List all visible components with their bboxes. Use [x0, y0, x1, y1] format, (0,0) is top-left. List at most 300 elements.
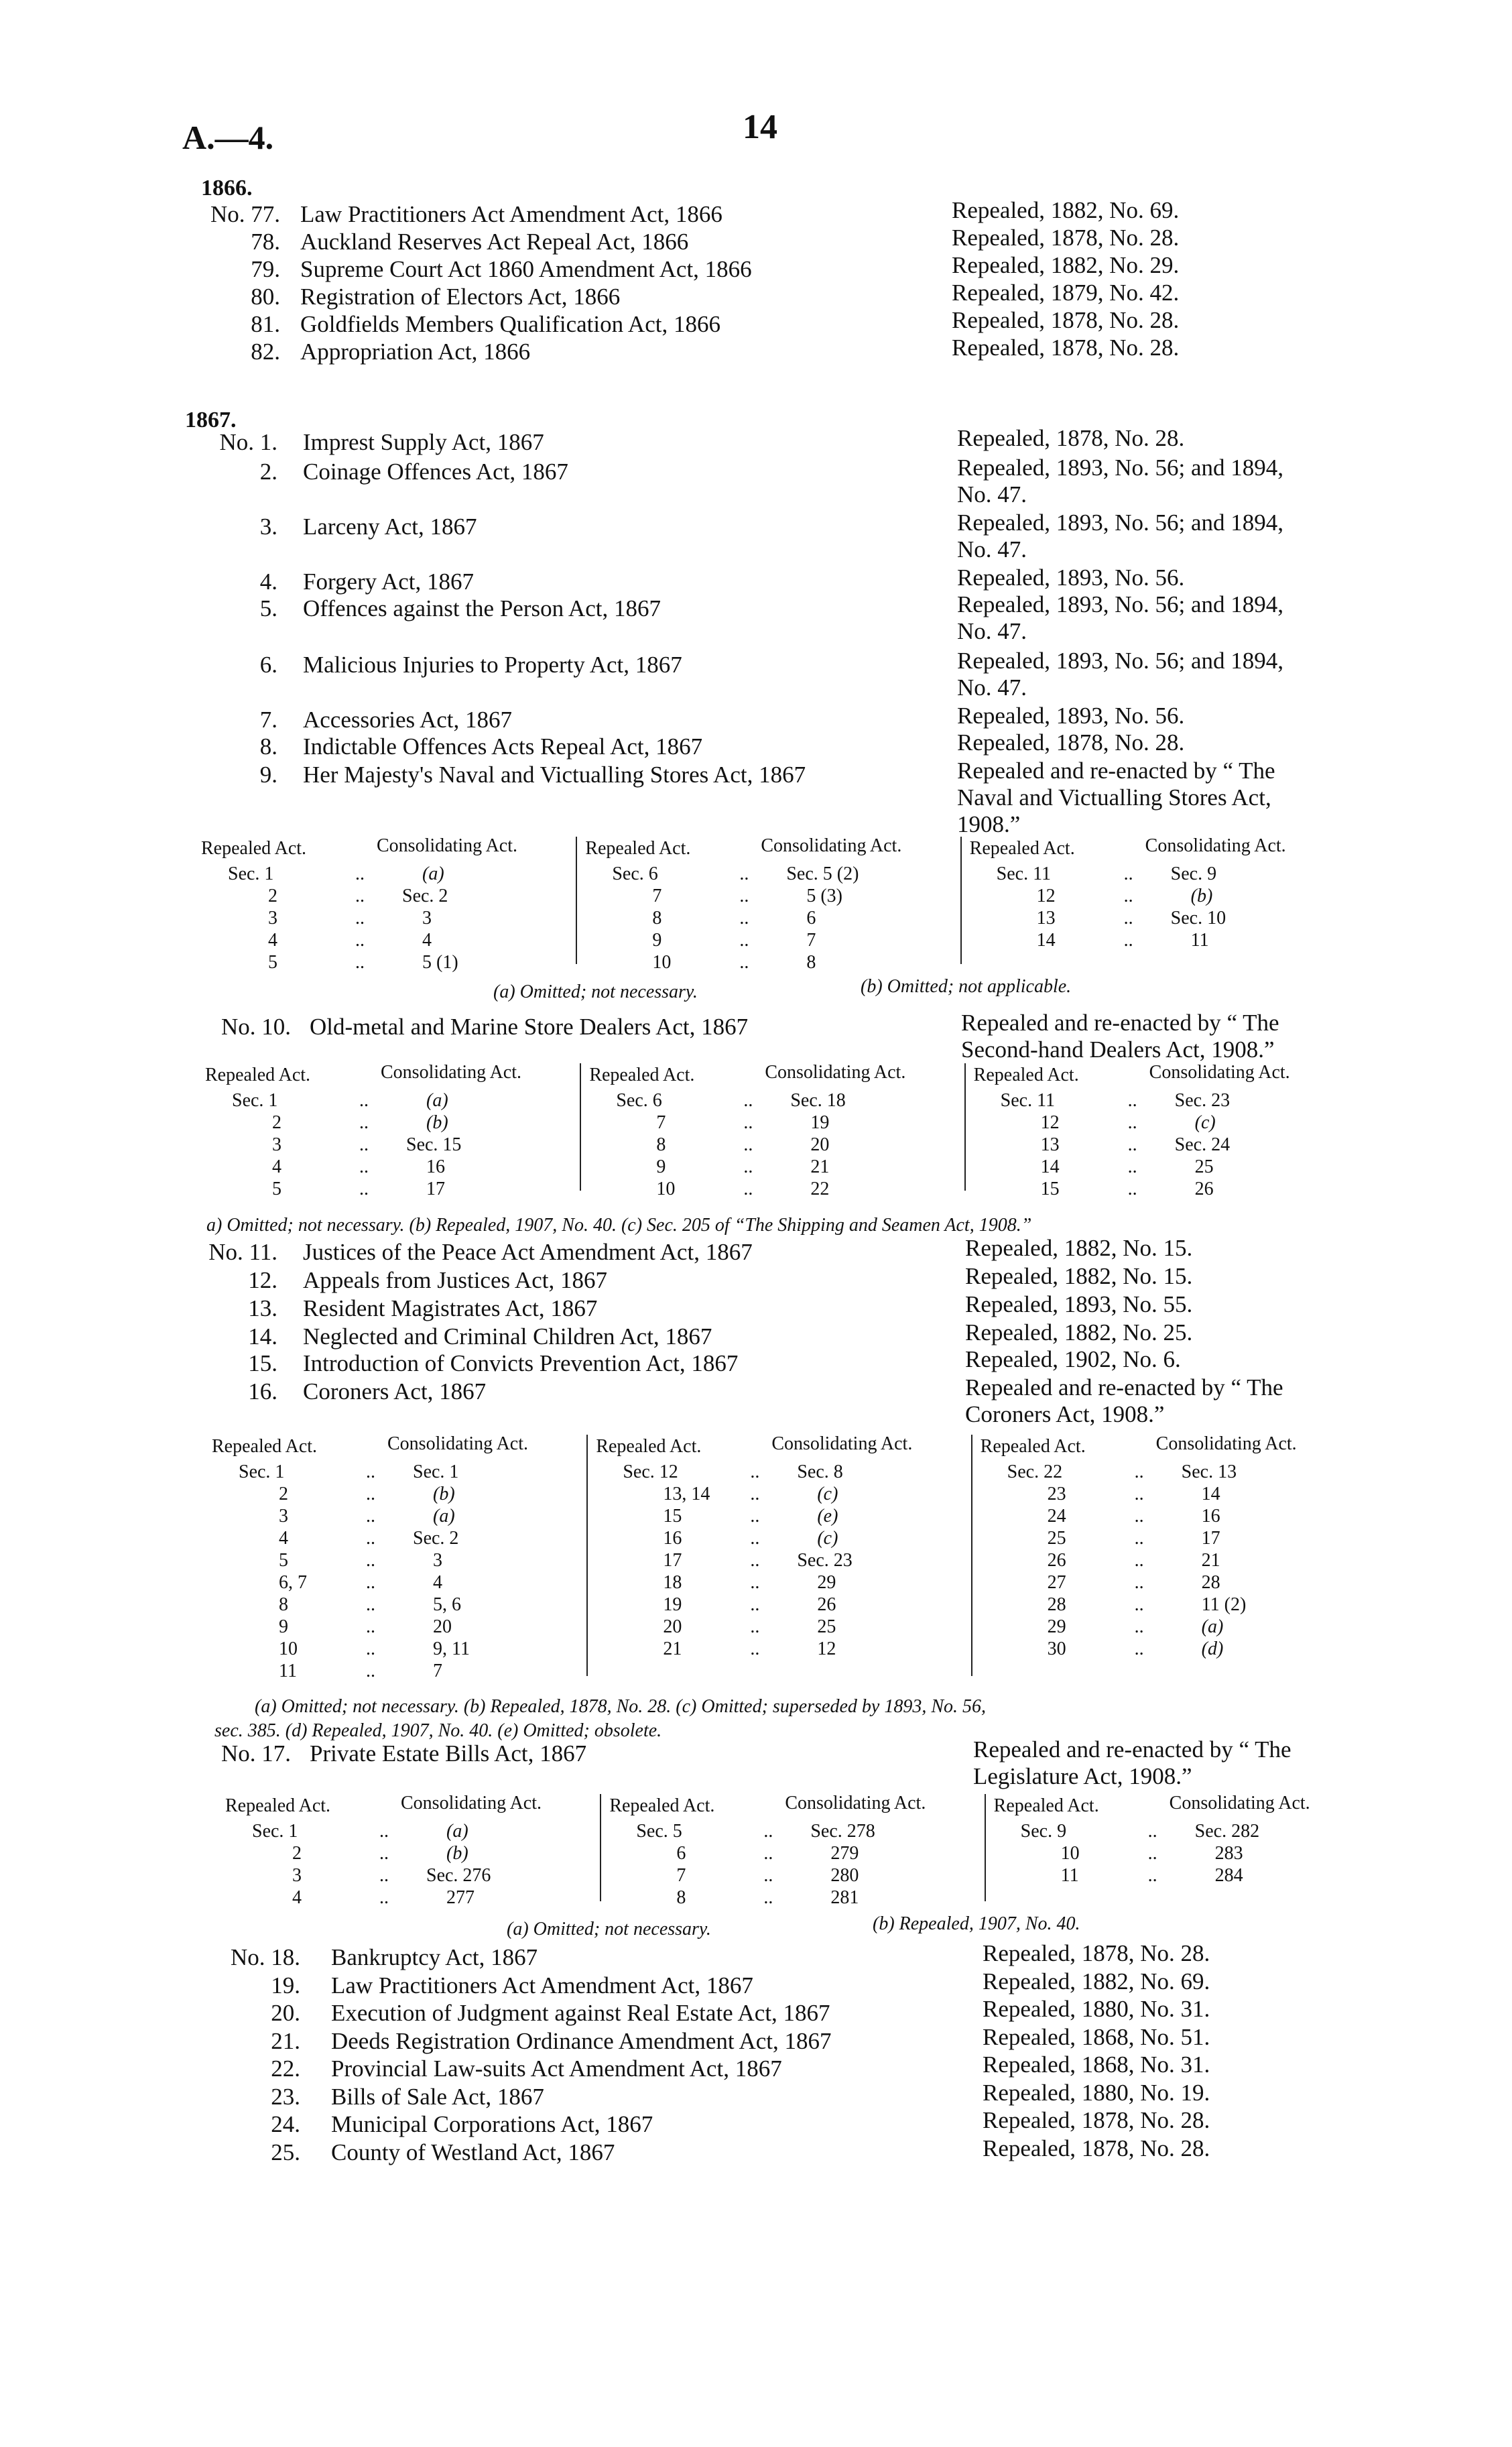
leader-dots: .. [1134, 1528, 1144, 1549]
column-header-repealed: Repealed Act. [205, 1065, 311, 1085]
leader-dots: .. [739, 886, 749, 906]
act-title: Private Estate Bills Act, 1867 [310, 1740, 587, 1767]
repealed-section: 15 [663, 1506, 682, 1527]
act-number: No. 11. [208, 1239, 277, 1265]
repealed-section: Sec. 1 [239, 1461, 285, 1482]
act-entry [0, 1235, 1512, 1270]
act-number: No. 18. [230, 1944, 300, 1970]
consolidating-section: 4 [422, 930, 432, 951]
leader-dots: .. [763, 1843, 773, 1864]
act-number: 15. [248, 1350, 277, 1376]
leader-dots: .. [366, 1528, 375, 1549]
consolidating-section: (a) [433, 1506, 455, 1527]
act-number: 79. [251, 256, 280, 282]
leader-dots: .. [366, 1572, 375, 1593]
act-status: Repealed, 1878, No. 28. [952, 225, 1180, 251]
repealed-section: 5 [279, 1550, 288, 1571]
repealed-section: 8 [652, 908, 662, 929]
leader-dots: .. [739, 952, 749, 973]
table-note: (b) Omitted; not applicable. [861, 976, 1072, 997]
act-entry [0, 335, 1512, 369]
act-title: Resident Magistrates Act, 1867 [303, 1295, 598, 1321]
consolidating-section: (b) [433, 1484, 455, 1504]
leader-dots: .. [750, 1461, 760, 1482]
act-number: No. 17. [220, 1740, 291, 1767]
act-entry [0, 1968, 1512, 2003]
consolidating-section: 21 [810, 1156, 830, 1177]
consolidating-section: Sec. 24 [1174, 1134, 1231, 1155]
repealed-section: 23 [1047, 1484, 1066, 1504]
leader-dots: .. [1134, 1638, 1144, 1659]
consolidating-section: (b) [426, 1112, 448, 1133]
section-table-act-16 [212, 1433, 1365, 1689]
leader-dots: .. [366, 1506, 375, 1527]
act-status: Repealed, 1893, No. 56; and 1894, No. 47. [957, 455, 1283, 508]
leader-dots: .. [366, 1638, 375, 1659]
repealed-section: 9 [656, 1156, 666, 1177]
act-title: Offences against the Person Act, 1867 [303, 595, 661, 621]
leader-dots: .. [379, 1865, 389, 1886]
consolidating-section: 280 [830, 1865, 859, 1886]
leader-dots: .. [359, 1134, 369, 1155]
consolidating-section: (c) [1194, 1112, 1216, 1133]
act-entry [0, 591, 1512, 644]
consolidating-section: 8 [806, 952, 816, 973]
consolidating-section: Sec. 23 [797, 1550, 853, 1571]
repealed-section: 13, 14 [663, 1484, 710, 1504]
consolidating-section: 21 [1201, 1550, 1220, 1571]
act-number: 3. [259, 514, 277, 540]
leader-dots: .. [1127, 1112, 1137, 1133]
act-title: Neglected and Criminal Children Act, 1867 [303, 1323, 712, 1350]
leader-dots: .. [750, 1572, 760, 1593]
consolidating-section: Sec. 10 [1170, 908, 1226, 929]
act-title: Auckland Reserves Act Repeal Act, 1866 [300, 229, 689, 255]
leader-dots: .. [743, 1156, 753, 1177]
repealed-section: Sec. 6 [612, 863, 658, 884]
leader-dots: .. [1134, 1594, 1144, 1615]
repealed-section: 20 [663, 1616, 682, 1637]
repealed-section: 13 [1036, 908, 1056, 929]
repealed-section: 7 [656, 1112, 666, 1133]
consolidating-section: Sec. 9 [1170, 863, 1217, 884]
act-title: Appeals from Justices Act, 1867 [303, 1267, 607, 1293]
column-header-repealed: Repealed Act. [969, 838, 1075, 859]
leader-dots: .. [1123, 930, 1133, 951]
consolidating-section: 3 [422, 908, 432, 929]
act-entry [0, 1263, 1512, 1298]
year-heading-1867: 1867. [185, 408, 237, 432]
consolidating-section: 26 [817, 1594, 836, 1615]
leader-dots: .. [366, 1661, 375, 1681]
leader-dots: .. [355, 952, 365, 973]
leader-dots: .. [379, 1843, 389, 1864]
repealed-section: 5 [272, 1179, 281, 1199]
column-header-consolidating: Consolidating Act. [1169, 1793, 1310, 1813]
act-title: Imprest Supply Act, 1867 [303, 429, 544, 455]
repealed-section: 11 [279, 1661, 297, 1681]
leader-dots: .. [359, 1112, 369, 1133]
act-entry [0, 1736, 1512, 1789]
column-header-repealed: Repealed Act. [585, 838, 691, 859]
act-title: County of Westland Act, 1867 [331, 2139, 615, 2165]
act-status: Repealed, 1893, No. 56; and 1894, No. 47. [957, 591, 1283, 644]
repealed-section: 10 [1060, 1843, 1080, 1864]
column-header-consolidating: Consolidating Act. [765, 1062, 906, 1083]
repealed-section: 30 [1047, 1638, 1066, 1659]
consolidating-section: (b) [446, 1843, 468, 1864]
act-status: Repealed, 1878, No. 28. [952, 307, 1180, 333]
repealed-section: 7 [676, 1865, 686, 1886]
act-status: Repealed, 1893, No. 56; and 1894, No. 47. [957, 648, 1283, 701]
act-title: Execution of Judgment against Real Estate Act, 1867 [331, 2000, 830, 2026]
act-entry [0, 729, 1512, 764]
leader-dots: .. [763, 1865, 773, 1886]
leader-dots: .. [359, 1090, 369, 1111]
act-title: Bills of Sale Act, 1867 [331, 2083, 544, 2110]
act-status: Repealed, 1878, No. 28. [983, 1940, 1210, 1966]
consolidating-section: Sec. 5 (2) [786, 863, 859, 884]
leader-dots: .. [366, 1461, 375, 1482]
repealed-section: 9 [279, 1616, 288, 1637]
page-number: 14 [743, 108, 777, 146]
leader-dots: .. [379, 1821, 389, 1842]
act-title: Larceny Act, 1867 [303, 514, 477, 540]
leader-dots: .. [366, 1616, 375, 1637]
act-title: Appropriation Act, 1866 [300, 339, 531, 365]
act-status: Repealed, 1882, No. 25. [965, 1319, 1193, 1346]
act-status: Repealed, 1879, No. 42. [952, 280, 1180, 306]
column-header-repealed: Repealed Act. [980, 1436, 1086, 1457]
act-entry [0, 455, 1512, 508]
act-number: 12. [248, 1267, 277, 1293]
act-entry [0, 2051, 1512, 2086]
act-title: Forgery Act, 1867 [303, 569, 475, 595]
leader-dots: .. [1127, 1179, 1137, 1199]
act-entry [0, 2107, 1512, 2142]
repealed-section: 6, 7 [279, 1572, 307, 1593]
act-title: Deeds Registration Ordinance Amendment Act, 1867 [331, 2027, 832, 2054]
repealed-section: Sec. 9 [1020, 1821, 1067, 1842]
act-title: Bankruptcy Act, 1867 [331, 1944, 538, 1970]
act-entry [0, 648, 1512, 701]
repealed-section: 10 [656, 1179, 676, 1199]
consolidating-section: 11 (2) [1201, 1594, 1247, 1615]
column-header-repealed: Repealed Act. [973, 1065, 1079, 1085]
leader-dots: .. [750, 1616, 760, 1637]
column-header-consolidating: Consolidating Act. [785, 1793, 926, 1813]
column-header-repealed: Repealed Act. [201, 838, 307, 859]
consolidating-section: 29 [817, 1572, 836, 1593]
act-title: Goldfields Members Qualification Act, 1866 [300, 311, 720, 337]
act-entry [0, 252, 1512, 287]
act-title: Justices of the Peace Act Amendment Act, 1867 [303, 1239, 753, 1265]
leader-dots: .. [1134, 1461, 1144, 1482]
consolidating-section: Sec. 1 [413, 1461, 459, 1482]
act-title: Old-metal and Marine Store Dealers Act, 1867 [310, 1014, 749, 1040]
act-number: 25. [271, 2139, 300, 2165]
repealed-section: 4 [292, 1887, 302, 1908]
consolidating-section: 14 [1201, 1484, 1220, 1504]
act-entry [0, 2135, 1512, 2170]
consolidating-section: 6 [806, 908, 816, 929]
repealed-section: 4 [279, 1528, 288, 1549]
consolidating-section: Sec. 282 [1194, 1821, 1260, 1842]
act-entry [0, 2079, 1512, 2114]
column-header-consolidating: Consolidating Act. [401, 1793, 542, 1813]
repealed-section: 4 [272, 1156, 281, 1177]
consolidating-section: (c) [817, 1528, 838, 1549]
leader-dots: .. [750, 1638, 760, 1659]
act-status: Repealed and re-enacted by “ The Naval and Victualling Stores Act, 1908.” [957, 758, 1275, 837]
act-status: Repealed and re-enacted by “ The Legislature Act, 1908.” [973, 1736, 1292, 1789]
act-entry [0, 225, 1512, 259]
table-note: (b) Repealed, 1907, No. 40. [873, 1913, 1080, 1934]
consolidating-section: (a) [1201, 1616, 1224, 1637]
leader-dots: .. [1127, 1090, 1137, 1111]
repealed-section: Sec. 6 [616, 1090, 662, 1111]
act-number: No. 10. [220, 1014, 291, 1040]
leader-dots: .. [379, 1887, 389, 1908]
act-number: 80. [251, 284, 280, 310]
act-status: Repealed, 1868, No. 31. [983, 2051, 1210, 2078]
consolidating-section: 5 (3) [806, 886, 842, 906]
act-number: 6. [259, 652, 277, 678]
consolidating-section: Sec. 276 [426, 1865, 491, 1886]
consolidating-section: Sec. 8 [797, 1461, 843, 1482]
repealed-section: Sec. 1 [252, 1821, 298, 1842]
consolidating-section: 16 [1201, 1506, 1220, 1527]
repealed-section: 3 [279, 1506, 288, 1527]
repealed-section: 3 [292, 1865, 302, 1886]
act-number: 20. [271, 2000, 300, 2026]
consolidating-section: 3 [433, 1550, 442, 1571]
leader-dots: .. [743, 1134, 753, 1155]
repealed-section: 17 [663, 1550, 682, 1571]
repealed-section: 26 [1047, 1550, 1066, 1571]
leader-dots: .. [366, 1594, 375, 1615]
section-table-act-9 [201, 835, 1354, 977]
column-divider [964, 1063, 966, 1191]
act-status: Repealed, 1880, No. 31. [983, 1996, 1210, 2022]
repealed-section: 8 [656, 1134, 666, 1155]
repealed-section: 21 [663, 1638, 682, 1659]
repealed-section: 12 [1040, 1112, 1060, 1133]
column-divider [586, 1435, 588, 1676]
column-header-consolidating: Consolidating Act. [1155, 1433, 1297, 1454]
consolidating-section: Sec. 2 [402, 886, 448, 906]
leader-dots: .. [1134, 1550, 1144, 1571]
leader-dots: .. [1123, 886, 1133, 906]
act-title: Introduction of Convicts Prevention Act, 1867 [303, 1350, 739, 1376]
repealed-section: 10 [652, 952, 672, 973]
table-note: (a) Omitted; not necessary. [493, 981, 698, 1002]
leader-dots: .. [1134, 1572, 1144, 1593]
leader-dots: .. [359, 1179, 369, 1199]
act-number: 21. [271, 2027, 300, 2054]
consolidating-section: Sec. 13 [1181, 1461, 1237, 1482]
leader-dots: .. [739, 930, 749, 951]
repealed-section: 9 [652, 930, 662, 951]
leader-dots: .. [1147, 1821, 1157, 1842]
act-entry [0, 510, 1512, 562]
column-header-consolidating: Consolidating Act. [377, 835, 517, 856]
repealed-section: Sec. 5 [636, 1821, 682, 1842]
repealed-section: 13 [1040, 1134, 1060, 1155]
repealed-section: Sec. 11 [996, 863, 1052, 884]
leader-dots: .. [1147, 1843, 1157, 1864]
leader-dots: .. [366, 1484, 375, 1504]
column-header-consolidating: Consolidating Act. [771, 1433, 913, 1454]
consolidating-section: (a) [446, 1821, 468, 1842]
repealed-section: 14 [1040, 1156, 1060, 1177]
leader-dots: .. [763, 1821, 773, 1842]
consolidating-section: (d) [1201, 1638, 1224, 1659]
repealed-section: 7 [652, 886, 662, 906]
consolidating-section: 7 [806, 930, 816, 951]
consolidating-section: (e) [817, 1506, 838, 1527]
act-status: Repealed, 1882, No. 29. [952, 252, 1180, 278]
leader-dots: .. [355, 908, 365, 929]
repealed-section: Sec. 11 [1000, 1090, 1056, 1111]
column-header-consolidating: Consolidating Act. [1149, 1062, 1290, 1083]
repealed-section: 11 [1060, 1865, 1079, 1886]
consolidating-section: 283 [1214, 1843, 1243, 1864]
act-title: Indictable Offences Acts Repeal Act, 1867 [303, 733, 703, 760]
consolidating-section: 19 [810, 1112, 830, 1133]
leader-dots: .. [743, 1090, 753, 1111]
act-status: Repealed, 1893, No. 56. [957, 564, 1185, 591]
leader-dots: .. [750, 1484, 760, 1504]
column-header-consolidating: Consolidating Act. [1145, 835, 1286, 856]
consolidating-section: (a) [422, 863, 444, 884]
repealed-section: 2 [272, 1112, 281, 1133]
leader-dots: .. [739, 863, 749, 884]
act-status: Repealed, 1882, No. 15. [965, 1263, 1193, 1289]
repealed-section: 2 [292, 1843, 302, 1864]
repealed-section: Sec. 12 [623, 1461, 678, 1482]
repealed-section: 5 [268, 952, 277, 973]
leader-dots: .. [743, 1112, 753, 1133]
repealed-section: 16 [663, 1528, 682, 1549]
leader-dots: .. [1123, 908, 1133, 929]
repealed-section: 4 [268, 930, 277, 951]
repealed-section: 8 [676, 1887, 686, 1908]
column-header-repealed: Repealed Act. [609, 1795, 715, 1816]
act-number: 7. [259, 707, 277, 733]
act-number: 5. [259, 595, 277, 621]
act-number: No. 1. [219, 429, 277, 455]
consolidating-section: 26 [1194, 1179, 1214, 1199]
act-number: 2. [259, 459, 277, 485]
act-number: 82. [251, 339, 280, 365]
act-title: Law Practitioners Act Amendment Act, 1867 [331, 1972, 753, 1998]
table-note: (a) Omitted; not necessary. (b) Repealed, 1878, No. 28. (c) Omitted; superseded by 1893, No. 56, [255, 1696, 986, 1717]
act-status: Repealed, 1878, No. 28. [952, 335, 1180, 361]
repealed-section: 19 [663, 1594, 682, 1615]
act-title: Coroners Act, 1867 [303, 1378, 487, 1405]
act-number: 81. [251, 311, 280, 337]
consolidating-section: 277 [446, 1887, 475, 1908]
consolidating-section: 16 [426, 1156, 445, 1177]
consolidating-section: Sec. 278 [810, 1821, 875, 1842]
consolidating-section: 11 [1190, 930, 1209, 951]
act-title: Law Practitioners Act Amendment Act, 1866 [300, 201, 722, 227]
act-status: Repealed and re-enacted by “ The Coroners Act, 1908.” [965, 1374, 1283, 1427]
act-number: 19. [271, 1972, 300, 1998]
consolidating-section: Sec. 2 [413, 1528, 459, 1549]
consolidating-section: (c) [817, 1484, 838, 1504]
repealed-section: 6 [676, 1843, 686, 1864]
consolidating-section: Sec. 23 [1174, 1090, 1231, 1111]
act-number: 16. [248, 1378, 277, 1405]
leader-dots: .. [1134, 1616, 1144, 1637]
act-title: Registration of Electors Act, 1866 [300, 284, 621, 310]
leader-dots: .. [763, 1887, 773, 1908]
act-title: Provincial Law-suits Act Amendment Act, 1867 [331, 2055, 782, 2082]
consolidating-section: 22 [810, 1179, 830, 1199]
column-header-consolidating: Consolidating Act. [387, 1433, 528, 1454]
act-title: Malicious Injuries to Property Act, 1867 [303, 652, 682, 678]
repealed-section: 29 [1047, 1616, 1066, 1637]
leader-dots: .. [1127, 1156, 1137, 1177]
consolidating-section: (b) [1190, 886, 1213, 906]
section-table-act-10 [205, 1062, 1358, 1204]
leader-dots: .. [750, 1506, 760, 1527]
consolidating-section: 7 [433, 1661, 442, 1681]
repealed-section: 25 [1047, 1528, 1066, 1549]
column-divider [960, 837, 962, 964]
consolidating-section: Sec. 15 [406, 1134, 462, 1155]
consolidating-section: 5 (1) [422, 952, 458, 973]
leader-dots: .. [1147, 1865, 1157, 1886]
act-entry [0, 1940, 1512, 1975]
table-note: a) Omitted; not necessary. (b) Repealed, 1907, No. 40. (c) Sec. 205 of “The Shipping and Seamen Act, 1908.” [206, 1215, 1032, 1236]
repealed-section: 14 [1036, 930, 1056, 951]
column-header-consolidating: Consolidating Act. [381, 1062, 521, 1083]
column-header-repealed: Repealed Act. [212, 1436, 318, 1457]
act-entry [0, 1374, 1512, 1427]
act-number: 14. [248, 1323, 277, 1350]
act-entry [0, 197, 1512, 232]
column-divider [600, 1794, 601, 1901]
leader-dots: .. [750, 1594, 760, 1615]
repealed-section: 3 [268, 908, 277, 929]
act-entry [0, 2023, 1512, 2059]
leader-dots: .. [739, 908, 749, 929]
leader-dots: .. [1123, 863, 1133, 884]
consolidating-section: 9, 11 [433, 1638, 470, 1659]
act-status: Repealed, 1878, No. 28. [983, 2107, 1210, 2133]
act-entry [0, 1010, 1512, 1063]
consolidating-section: 20 [433, 1616, 452, 1637]
column-divider [971, 1435, 972, 1676]
act-number: 78. [251, 229, 280, 255]
repealed-section: 10 [279, 1638, 298, 1659]
repealed-section: Sec. 1 [232, 1090, 278, 1111]
consolidating-section: 20 [810, 1134, 830, 1155]
act-status: Repealed, 1882, No. 69. [952, 197, 1180, 223]
act-status: Repealed, 1878, No. 28. [983, 2135, 1210, 2161]
act-title: Her Majesty's Naval and Victualling Stores Act, 1867 [303, 762, 806, 788]
leader-dots: .. [355, 930, 365, 951]
act-status: Repealed and re-enacted by “ The Second-hand Dealers Act, 1908.” [961, 1010, 1279, 1063]
repealed-section: 12 [1036, 886, 1056, 906]
leader-dots: .. [1134, 1506, 1144, 1527]
column-header-repealed: Repealed Act. [596, 1436, 702, 1457]
repealed-section: 27 [1047, 1572, 1066, 1593]
column-header-repealed: Repealed Act. [993, 1795, 1099, 1816]
